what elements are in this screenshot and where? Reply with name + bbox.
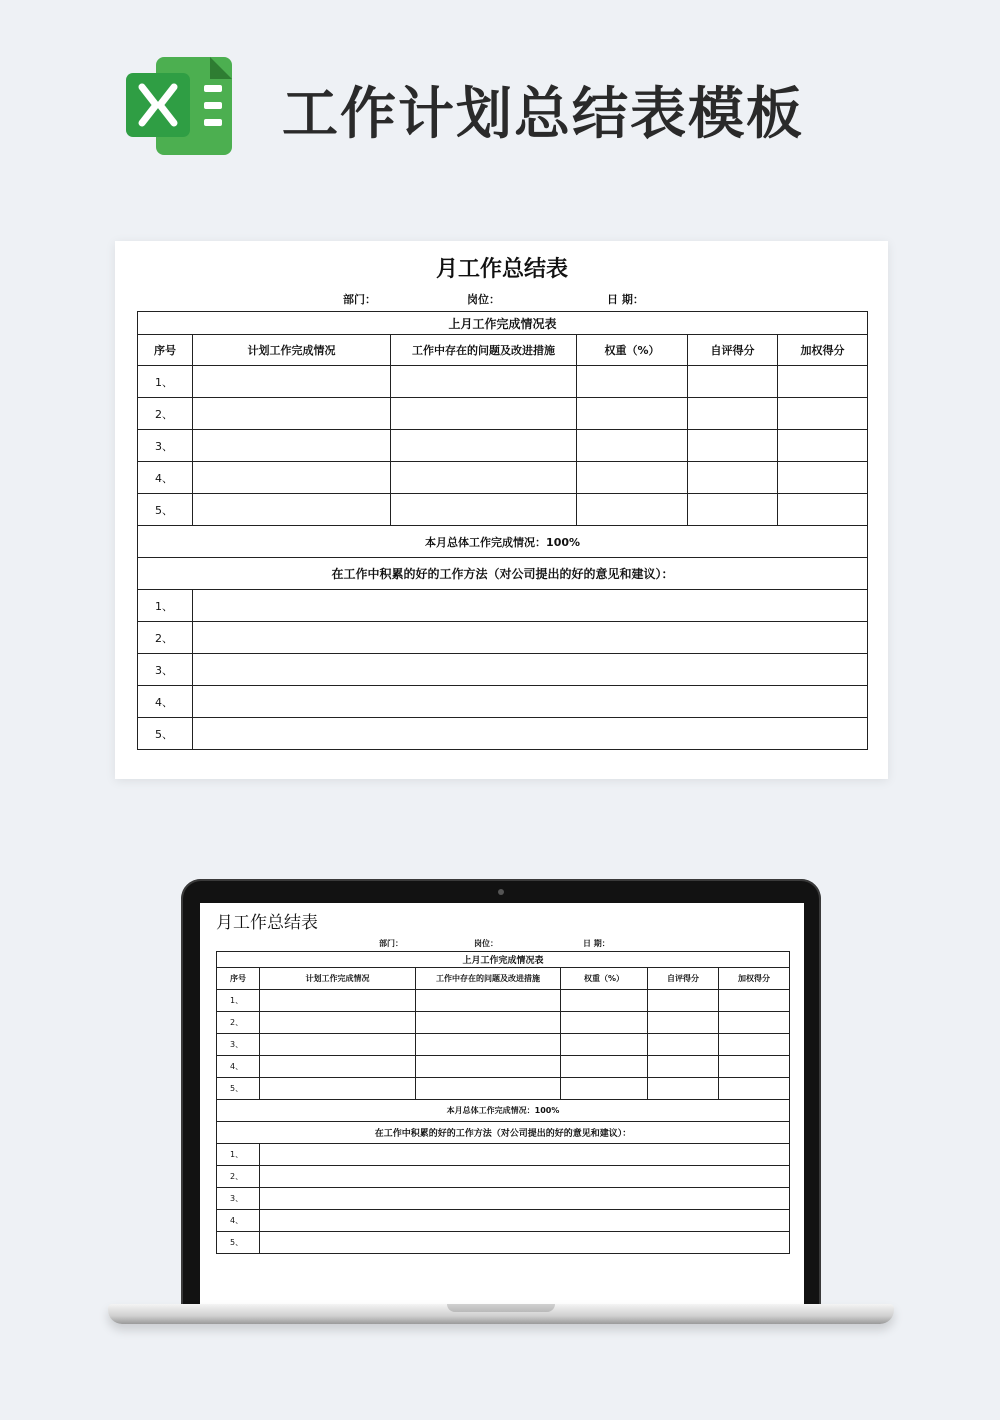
table-row bbox=[217, 1188, 790, 1210]
sheet-preview bbox=[115, 241, 888, 779]
header-cell: 序号 bbox=[138, 335, 193, 366]
row-number: 1、 bbox=[138, 366, 193, 398]
header-cell: 自评得分 bbox=[648, 968, 719, 990]
page-title: 工作计划总结表模板 bbox=[282, 82, 804, 147]
post-label: 岗位： bbox=[467, 293, 500, 306]
table-row bbox=[138, 462, 868, 494]
table-row bbox=[138, 494, 868, 526]
header-cell: 权重（%） bbox=[561, 968, 648, 990]
table-row bbox=[217, 1012, 790, 1034]
section-title: 上月工作完成情况表 bbox=[138, 312, 868, 335]
sheet-meta bbox=[216, 935, 789, 951]
row-number: 5、 bbox=[217, 1078, 260, 1100]
row-number: 4、 bbox=[138, 462, 193, 494]
header-cell: 自评得分 bbox=[688, 335, 778, 366]
table-row bbox=[217, 1232, 790, 1254]
table-row bbox=[138, 718, 868, 750]
sheet-meta bbox=[137, 285, 867, 311]
header-cell: 计划工作完成情况 bbox=[260, 968, 416, 990]
summary-row: 本月总体工作完成情况：100% bbox=[138, 526, 868, 558]
method-title: 在工作中积累的好的工作方法（对公司提出的好的意见和建议）： bbox=[138, 558, 868, 590]
method-title: 在工作中积累的好的工作方法（对公司提出的好的意见和建议）： bbox=[217, 1122, 790, 1144]
laptop-screen bbox=[200, 903, 804, 1313]
table-row bbox=[138, 366, 868, 398]
table-row bbox=[217, 990, 790, 1012]
laptop-mockup bbox=[0, 870, 1000, 1340]
row-number: 2、 bbox=[138, 398, 193, 430]
header-cell: 序号 bbox=[217, 968, 260, 990]
row-number: 5、 bbox=[138, 718, 193, 750]
table-row bbox=[138, 654, 868, 686]
table-row bbox=[138, 398, 868, 430]
table-row bbox=[217, 1056, 790, 1078]
row-number: 2、 bbox=[217, 1012, 260, 1034]
row-number: 1、 bbox=[138, 590, 193, 622]
table-row bbox=[138, 430, 868, 462]
table-row bbox=[217, 1034, 790, 1056]
header-cell: 工作中存在的问题及改进措施 bbox=[416, 968, 561, 990]
page-header bbox=[0, 0, 1000, 200]
table-row bbox=[217, 1210, 790, 1232]
date-label: 日 期： bbox=[607, 293, 644, 306]
table-row bbox=[217, 1144, 790, 1166]
header-cell: 加权得分 bbox=[778, 335, 868, 366]
header-cell: 工作中存在的问题及改进措施 bbox=[391, 335, 577, 366]
row-number: 2、 bbox=[138, 622, 193, 654]
row-number: 4、 bbox=[217, 1056, 260, 1078]
table-row bbox=[138, 686, 868, 718]
table-row bbox=[217, 1078, 790, 1100]
screen-sheet bbox=[216, 911, 789, 1254]
header-cell: 加权得分 bbox=[719, 968, 790, 990]
post-label: 岗位： bbox=[474, 939, 498, 948]
row-number: 2、 bbox=[217, 1166, 260, 1188]
sheet-content bbox=[137, 255, 867, 750]
camera-icon bbox=[498, 889, 504, 895]
row-number: 3、 bbox=[138, 430, 193, 462]
row-number: 5、 bbox=[217, 1232, 260, 1254]
laptop-notch bbox=[447, 1304, 555, 1312]
row-number: 4、 bbox=[138, 686, 193, 718]
summary-row: 本月总体工作完成情况：100% bbox=[217, 1100, 790, 1122]
summary-table bbox=[137, 311, 868, 750]
excel-icon bbox=[126, 57, 232, 155]
date-label: 日 期： bbox=[583, 939, 610, 948]
table-row bbox=[138, 622, 868, 654]
row-number: 3、 bbox=[217, 1034, 260, 1056]
table-row bbox=[217, 1166, 790, 1188]
row-number: 1、 bbox=[217, 990, 260, 1012]
summary-table bbox=[216, 951, 790, 1254]
dept-label: 部门： bbox=[379, 939, 403, 948]
row-number: 1、 bbox=[217, 1144, 260, 1166]
section-title: 上月工作完成情况表 bbox=[217, 952, 790, 968]
header-cell: 计划工作完成情况 bbox=[193, 335, 391, 366]
row-number: 3、 bbox=[217, 1188, 260, 1210]
sheet-title: 月工作总结表 bbox=[216, 913, 318, 933]
row-number: 5、 bbox=[138, 494, 193, 526]
sheet-title: 月工作总结表 bbox=[435, 257, 568, 282]
dept-label: 部门： bbox=[343, 293, 376, 306]
row-number: 3、 bbox=[138, 654, 193, 686]
header-cell: 权重（%） bbox=[577, 335, 688, 366]
table-row bbox=[138, 590, 868, 622]
row-number: 4、 bbox=[217, 1210, 260, 1232]
